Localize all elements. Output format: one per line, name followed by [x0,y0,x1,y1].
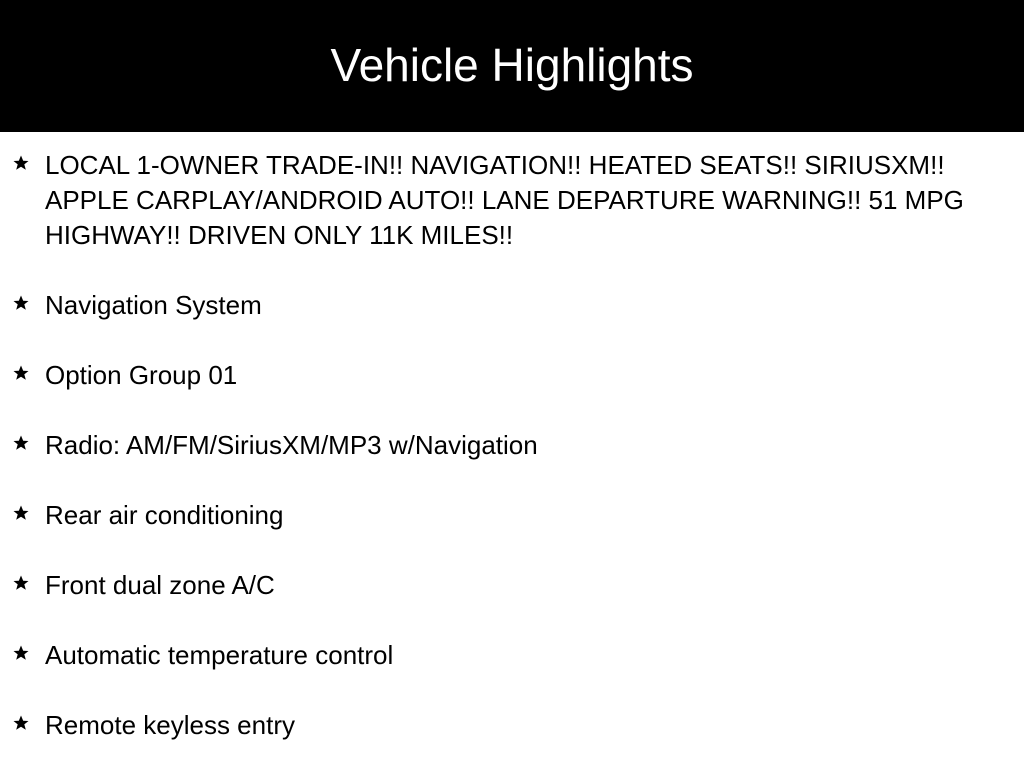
star-icon [12,498,32,518]
page-title: Vehicle Highlights [330,39,694,91]
highlights-list [0,148,1024,778]
list-item-text: Front dual zone A/C [45,570,275,600]
list-item [0,358,1024,393]
list-item-text: LOCAL 1-OWNER TRADE-IN!! NAVIGATION!! HEATED SEATS!! SIRIUSXM!! APPLE CARPLAY/ANDROID AUTO!! LANE DEPARTURE WARNING!! 51 MPG HIGHWAY!! DRIVEN ONLY 11K MILES!! [45,150,964,250]
list-item [0,638,1024,673]
list-item-text: Radio: AM/FM/SiriusXM/MP3 w/Navigation [45,430,538,460]
list-item [0,288,1024,323]
list-item [0,568,1024,603]
list-item-text: Option Group 01 [45,360,238,390]
list-item-text: Navigation System [45,290,262,320]
star-icon [12,428,32,448]
star-icon [12,358,32,378]
star-icon [12,148,32,168]
star-icon [12,708,32,728]
header-bar [0,0,1024,132]
list-item [0,708,1024,743]
list-item [0,498,1024,533]
star-icon [12,568,32,588]
star-icon [12,288,32,308]
list-item-text: Automatic temperature control [45,640,394,670]
list-item-text: Remote keyless entry [45,710,295,740]
list-item [0,428,1024,463]
star-icon [12,638,32,658]
list-item-text: Rear air conditioning [45,500,284,530]
list-item [0,148,1024,253]
